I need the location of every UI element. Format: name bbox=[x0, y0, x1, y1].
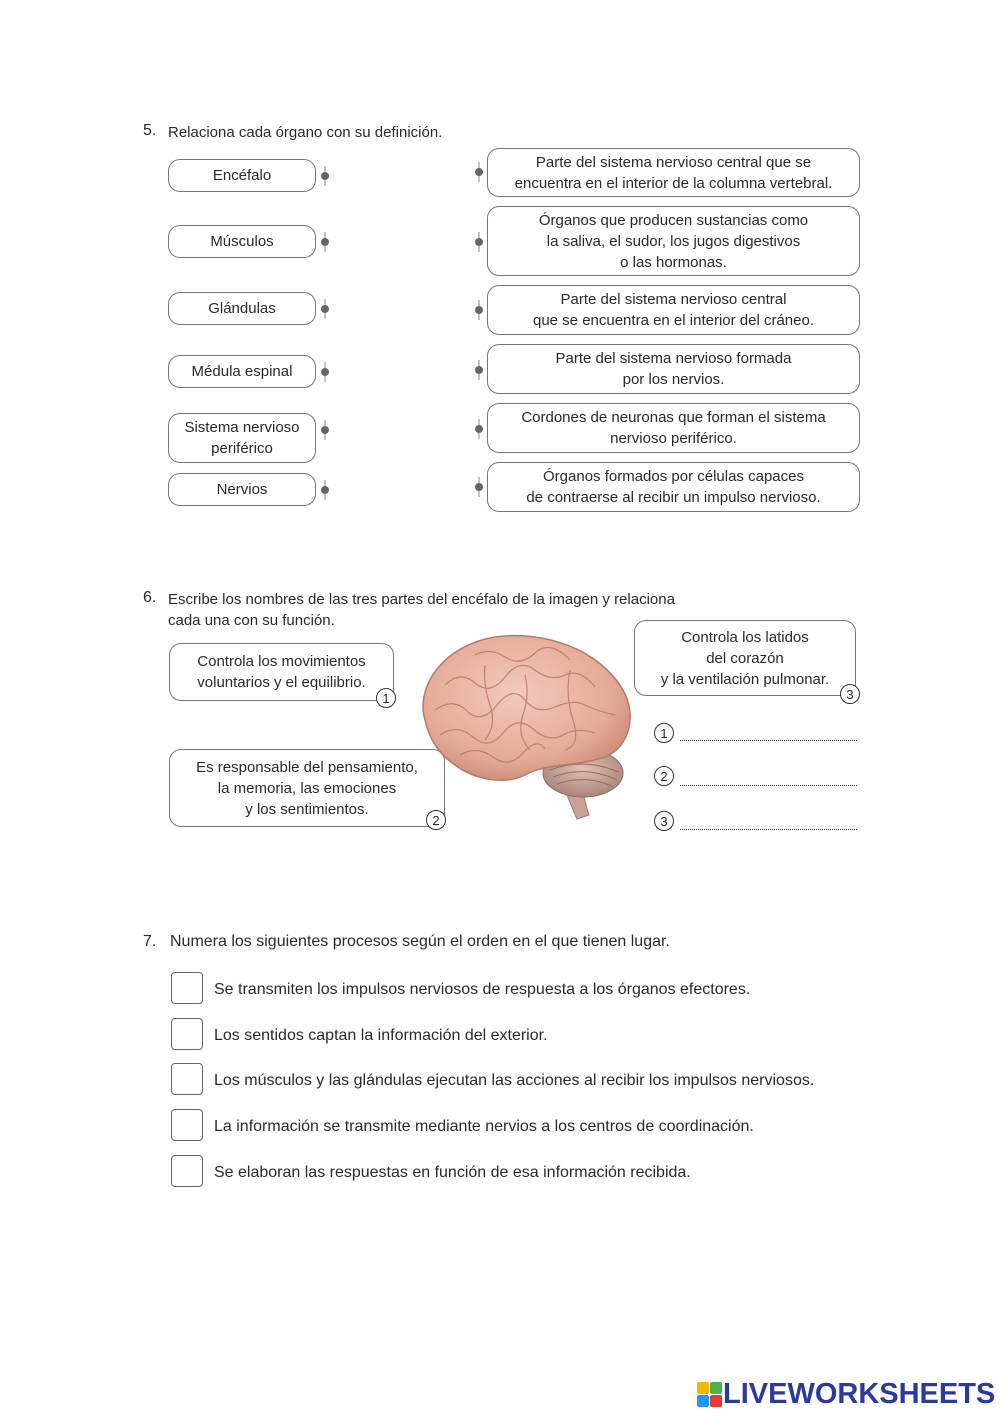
connector-dot-right[interactable] bbox=[472, 476, 486, 498]
process-item-3: Los músculos y las glándulas ejecutan las acciones al recibir los impulsos nerviosos. bbox=[214, 1072, 815, 1089]
function-box-2: Es responsable del pensamiento, la memoria, las emociones y los sentimientos. bbox=[169, 749, 445, 827]
badge-3: 3 bbox=[840, 684, 860, 704]
organ-glandulas: Glándulas bbox=[168, 292, 316, 325]
badge-1: 1 bbox=[376, 688, 396, 708]
organ-encefalo: Encéfalo bbox=[168, 159, 316, 192]
connector-dot-left[interactable] bbox=[318, 231, 332, 253]
answer-badge-1: 1 bbox=[654, 723, 674, 743]
definition-box-2: Órganos que producen sustancias como la saliva, el sudor, los jugos digestivos o las hormonas. bbox=[487, 206, 860, 276]
definition-box-4: Parte del sistema nervioso formada por los nervios. bbox=[487, 344, 860, 394]
q7-number: 7. bbox=[143, 933, 157, 950]
function-box-1: Controla los movimientos voluntarios y el equilibrio. bbox=[169, 643, 394, 701]
process-item-4: La información se transmite mediante nervios a los centros de coordinación. bbox=[214, 1118, 754, 1135]
definition-box-6: Órganos formados por células capaces de contraerse al recibir un impulso nervioso. bbox=[487, 462, 860, 512]
answer-badge-3: 3 bbox=[654, 811, 674, 831]
q5-instruction: Relaciona cada órgano con su definición. bbox=[168, 124, 443, 141]
process-item-5: Se elaboran las respuestas en función de esa información recibida. bbox=[214, 1164, 691, 1181]
function-box-3: Controla los latidos del corazón y la ventilación pulmonar. bbox=[634, 620, 856, 696]
organ-musculos: Músculos bbox=[168, 225, 316, 258]
connector-dot-left[interactable] bbox=[318, 479, 332, 501]
badge-2: 2 bbox=[426, 810, 446, 830]
connector-dot-right[interactable] bbox=[472, 161, 486, 183]
order-box-4[interactable] bbox=[171, 1109, 203, 1141]
connector-dot-left[interactable] bbox=[318, 419, 332, 441]
connector-dot-right[interactable] bbox=[472, 299, 486, 321]
answer-line-3[interactable] bbox=[680, 829, 857, 830]
answer-line-1[interactable] bbox=[680, 740, 857, 741]
process-item-2: Los sentidos captan la información del exterior. bbox=[214, 1027, 548, 1044]
brand-name: LIVEWORKSHEETS bbox=[723, 1378, 996, 1410]
order-box-3[interactable] bbox=[171, 1063, 203, 1095]
answer-line-2[interactable] bbox=[680, 785, 857, 786]
q7-instruction: Numera los siguientes procesos según el orden en el que tienen lugar. bbox=[170, 933, 670, 950]
organ-medula-espinal: Médula espinal bbox=[168, 355, 316, 388]
definition-box-1: Parte del sistema nervioso central que se encuentra en el interior de la columna vertebral. bbox=[487, 148, 860, 197]
order-box-2[interactable] bbox=[171, 1018, 203, 1050]
connector-dot-right[interactable] bbox=[472, 231, 486, 253]
liveworksheets-logo bbox=[697, 1378, 995, 1411]
answer-badge-2: 2 bbox=[654, 766, 674, 786]
definition-box-3: Parte del sistema nervioso central que se encuentra en el interior del cráneo. bbox=[487, 285, 860, 335]
q5-number: 5. bbox=[143, 122, 157, 139]
connector-dot-left[interactable] bbox=[318, 165, 332, 187]
order-box-1[interactable] bbox=[171, 972, 203, 1004]
organ-nervios: Nervios bbox=[168, 473, 316, 506]
q6-instruction-line2: cada una con su función. bbox=[168, 612, 335, 629]
connector-dot-right[interactable] bbox=[472, 359, 486, 381]
order-box-5[interactable] bbox=[171, 1155, 203, 1187]
definition-box-5: Cordones de neuronas que forman el sistema nervioso periférico. bbox=[487, 403, 860, 453]
q6-number: 6. bbox=[143, 589, 157, 606]
connector-dot-left[interactable] bbox=[318, 298, 332, 320]
brain-illustration bbox=[405, 625, 640, 825]
q6-instruction-line1: Escribe los nombres de las tres partes del encéfalo de la imagen y relaciona bbox=[168, 591, 675, 608]
process-item-1: Se transmiten los impulsos nerviosos de respuesta a los órganos efectores. bbox=[214, 981, 751, 998]
organ-sistema-periferico: Sistema nervioso periférico bbox=[168, 413, 316, 463]
connector-dot-left[interactable] bbox=[318, 361, 332, 383]
logo-icon bbox=[697, 1382, 723, 1408]
connector-dot-right[interactable] bbox=[472, 418, 486, 440]
